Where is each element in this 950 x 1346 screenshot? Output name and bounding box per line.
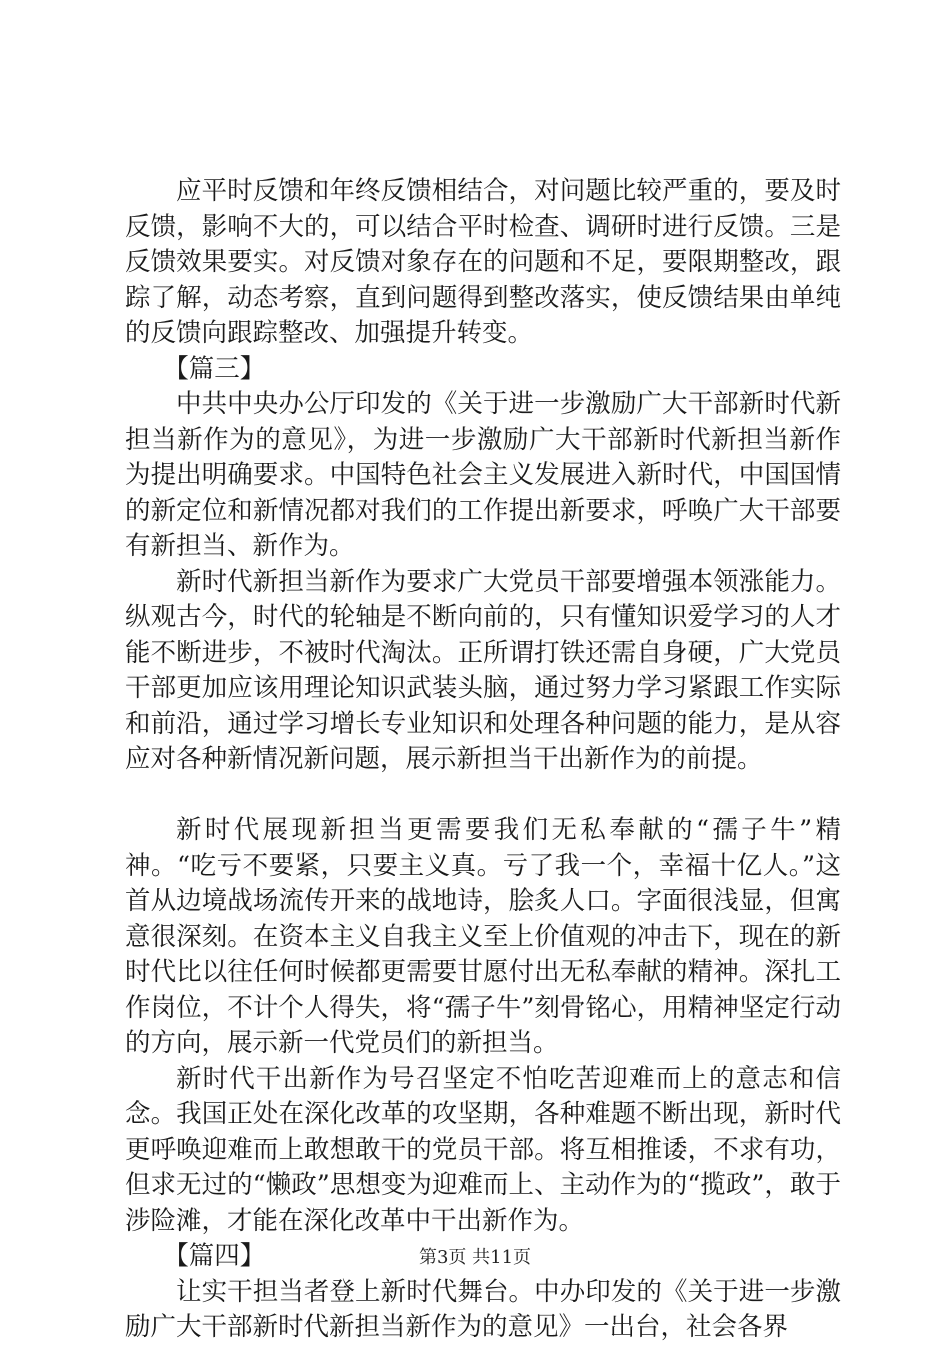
- paragraph-dedication: 新时代展现新担当更需要我们无私奉献的“孺子牛”精神。“吃亏不要紧，只要主义真。亏了我一个，幸福十亿人。”这首从边境战场流传开来的战地诗，脍炙人口。字面很浅显，但寓意很深刻。在资本主义自我主义至上价值观的冲击下，现在的新时代比以往任何时候都更需要甘愿付出无私奉献的精神。深扎工作岗位，不计个人得失，将“孺子牛”刻骨铭心，用精神坚定行动的方向，展示新一代党员们的新担当。: [125, 815, 841, 1058]
- page-footer: 第3页 共11页: [418, 1247, 532, 1268]
- paragraph-spacer: [125, 778, 841, 814]
- section-heading-3: 【篇三】: [163, 353, 266, 384]
- paragraph-feedback: 应平时反馈和年终反馈相结合，对问题比较严重的，要及时反馈，影响不大的，可以结合平时检查、调研时进行反馈。三是反馈效果要实。对反馈对象存在的问题和不足，要限期整改，跟踪了解，动态考察，直到问题得到整改落实，使反馈结果由单纯的反馈向跟踪整改、加强提升转变。: [125, 176, 841, 348]
- section-heading-4: 【篇四】: [163, 1241, 266, 1271]
- document-body: [125, 174, 841, 1346]
- paragraph-opinion-intro: 中共中央办公厅印发的《关于进一步激励广大干部新时代新担当新作为的意见》，为进一步激励广大干部新时代新担当新作为提出明确要求。中国特色社会主义发展进入新时代，中国国情的新定位和新情况都对我们的工作提出新要求，呼唤广大干部要有新担当、新作为。: [125, 389, 841, 561]
- paragraph-stage: 让实干担当者登上新时代舞台。中办印发的《关于进一步激励广大干部新时代新担当新作为的意见》一出台，社会各界: [125, 1276, 841, 1342]
- paragraph-ability: 新时代新担当新作为要求广大党员干部要增强本领涨能力。纵观古今，时代的轮轴是不断向前的，只有懂知识爱学习的人才能不断进步，不被时代淘汰。正所谓打铁还需自身硬，广大党员干部更加应该用理论知识武装头脑，通过努力学习紧跟工作实际和前沿，通过学习增长专业知识和处理各种问题的能力，是从容应对各种新情况新问题，展示新担当干出新作为的前提。: [125, 566, 841, 774]
- paragraph-perseverance: 新时代干出新作为号召坚定不怕吃苦迎难而上的意志和信念。我国正处在深化改革的攻坚期，各种难题不断出现，新时代更呼唤迎难而上敢想敢干的党员干部。将互相推诿，不求有功，但求无过的“懒政”思想变为迎难而上、主动作为的“揽政”，敢于涉险滩，才能在深化改革中干出新作为。: [125, 1063, 841, 1236]
